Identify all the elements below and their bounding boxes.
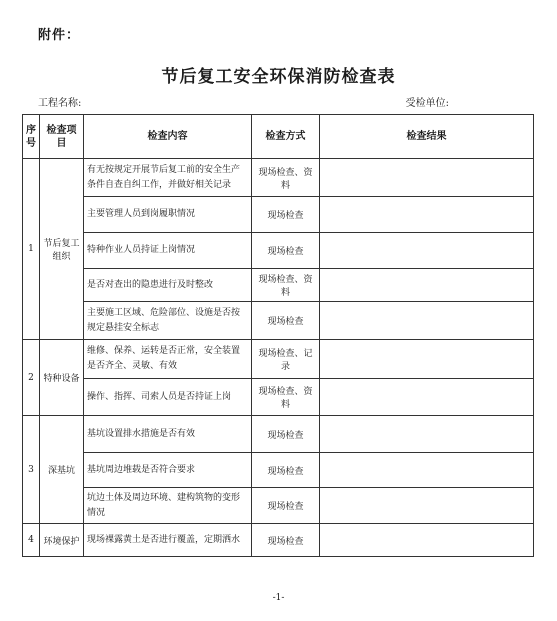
check-content: 坑边土体及周边环境、建构筑物的变形情况 [84, 488, 252, 524]
table-row [23, 302, 534, 340]
group-seq: 2 [23, 340, 40, 416]
inspection-table [22, 114, 534, 557]
check-content: 现场裸露黄土是否进行覆盖，定期洒水 [84, 524, 252, 557]
attachment-label: 附件： [38, 28, 81, 43]
check-result-cell[interactable] [320, 379, 534, 416]
check-content: 有无按规定开展节后复工前的安全生产条件自查自纠工作，并做好相关记录 [84, 159, 252, 197]
check-method: 现场检查 [252, 453, 320, 488]
check-content: 主要施工区域、危险部位、设施是否按规定悬挂安全标志 [84, 302, 252, 340]
check-result-cell[interactable] [320, 197, 534, 233]
check-content: 是否对查出的隐患进行及时整改 [84, 269, 252, 302]
table-row [23, 379, 534, 416]
check-result-cell[interactable] [320, 269, 534, 302]
check-method: 现场检查 [252, 197, 320, 233]
header-content: 检查内容 [84, 115, 252, 159]
group-seq: 1 [23, 159, 40, 340]
check-method: 现场检查 [252, 416, 320, 453]
group-item: 深基坑 [40, 416, 84, 524]
group-seq: 4 [23, 524, 40, 557]
check-result-cell[interactable] [320, 416, 534, 453]
page-title: 节后复工安全环保消防检查表 [161, 67, 396, 87]
check-method: 现场检查 [252, 233, 320, 269]
table-row [23, 269, 534, 302]
check-content: 特种作业人员持证上岗情况 [84, 233, 252, 269]
check-result-cell[interactable] [320, 524, 534, 557]
check-method: 现场检查、记录 [252, 340, 320, 379]
table-row [23, 416, 534, 453]
table-row [23, 340, 534, 379]
table-row [23, 197, 534, 233]
check-content: 主要管理人员到岗履职情况 [84, 197, 252, 233]
group-item: 特种设备 [40, 340, 84, 416]
project-name-label: 工程名称: [38, 98, 82, 109]
table-row [23, 233, 534, 269]
page-number: -1- [272, 593, 285, 603]
group-item: 环境保护 [40, 524, 84, 557]
check-content: 操作、指挥、司索人员是否持证上岗 [84, 379, 252, 416]
header-seq: 序号 [23, 115, 40, 159]
check-result-cell[interactable] [320, 488, 534, 524]
check-method: 现场检查、资料 [252, 159, 320, 197]
check-result-cell[interactable] [320, 159, 534, 197]
group-seq: 3 [23, 416, 40, 524]
check-content: 基坑周边堆载是否符合要求 [84, 453, 252, 488]
check-method: 现场检查 [252, 488, 320, 524]
check-method: 现场检查、资料 [252, 379, 320, 416]
check-content: 基坑设置排水措施是否有效 [84, 416, 252, 453]
check-result-cell[interactable] [320, 233, 534, 269]
inspected-unit-label: 受检单位: [405, 98, 449, 109]
check-content: 维修、保养、运转是否正常，安全装置是否齐全、灵敏、有效 [84, 340, 252, 379]
check-result-cell[interactable] [320, 340, 534, 379]
table-row [23, 159, 534, 197]
header-method: 检查方式 [252, 115, 320, 159]
table-row [23, 453, 534, 488]
check-result-cell[interactable] [320, 453, 534, 488]
header-item: 检查项目 [40, 115, 84, 159]
check-method: 现场检查 [252, 524, 320, 557]
check-result-cell[interactable] [320, 302, 534, 340]
table-header-row [23, 115, 534, 159]
group-item: 节后复工组织 [40, 159, 84, 340]
header-result: 检查结果 [320, 115, 534, 159]
check-method: 现场检查 [252, 302, 320, 340]
table-row [23, 488, 534, 524]
check-method: 现场检查、资料 [252, 269, 320, 302]
table-row [23, 524, 534, 557]
